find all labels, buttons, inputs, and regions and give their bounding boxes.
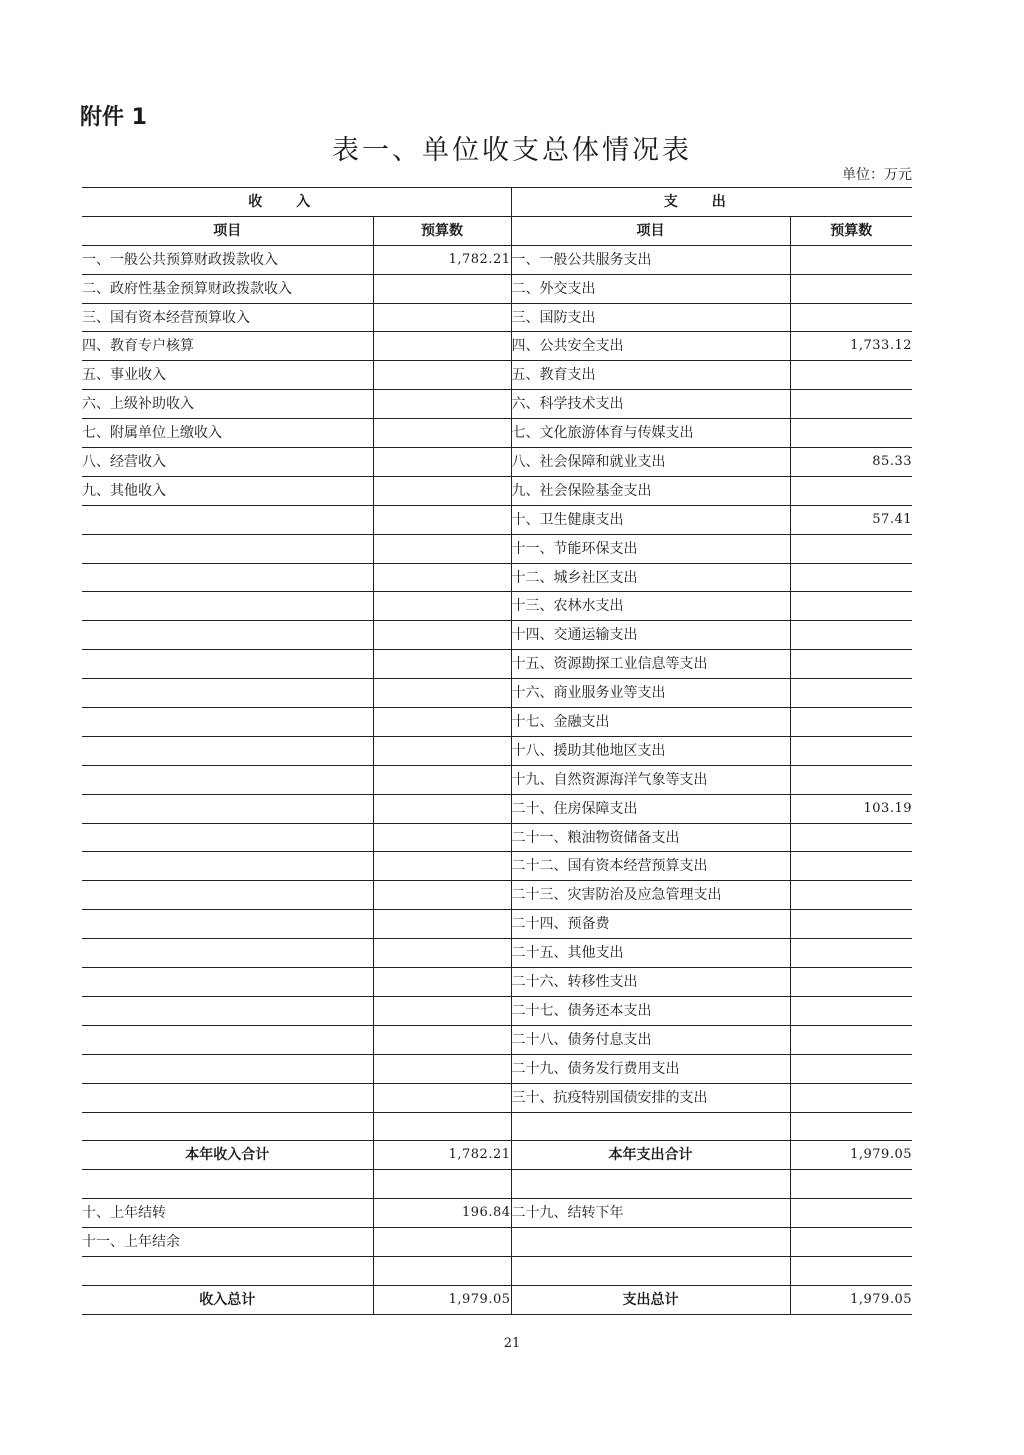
- empty-cell: [373, 1170, 511, 1199]
- income-amount: [373, 303, 511, 332]
- table-row: [82, 1083, 912, 1112]
- income-amount: [373, 476, 511, 505]
- table-row: [82, 303, 912, 332]
- expense-item: 九、社会保险基金支出: [511, 476, 790, 505]
- income-amount: [373, 448, 511, 477]
- empty-cell: [790, 1256, 912, 1285]
- table-row: [82, 563, 912, 592]
- income-item: [82, 679, 373, 708]
- income-item: 七、附属单位上缴收入: [82, 419, 373, 448]
- income-amount: [373, 592, 511, 621]
- income-item-header: 项目: [82, 216, 373, 245]
- carry-income-item: 十一、上年结余: [82, 1228, 373, 1257]
- income-amount: [373, 1112, 511, 1141]
- expense-amount: [790, 996, 912, 1025]
- expense-item: 二十八、债务付息支出: [511, 1025, 790, 1054]
- expense-amount: [790, 563, 912, 592]
- income-amount: [373, 736, 511, 765]
- expense-item: 十三、农林水支出: [511, 592, 790, 621]
- table-row: [82, 910, 912, 939]
- carry-expense-amount: [790, 1199, 912, 1228]
- expense-amount: [790, 736, 912, 765]
- income-amount: [373, 650, 511, 679]
- income-amount: [373, 939, 511, 968]
- expense-item: 二十四、预备费: [511, 910, 790, 939]
- table-row: [82, 592, 912, 621]
- table-row: [82, 476, 912, 505]
- expense-item: 十二、城乡社区支出: [511, 563, 790, 592]
- income-total-label: 收入总计: [82, 1285, 373, 1314]
- expense-budget-header: 预算数: [790, 216, 912, 245]
- income-item: [82, 968, 373, 997]
- expense-amount: [790, 1083, 912, 1112]
- expense-item: 三十、抗疫特别国债安排的支出: [511, 1083, 790, 1112]
- empty-cell: [82, 1256, 373, 1285]
- income-section-header: 收入: [82, 188, 511, 217]
- section-header-row: [82, 188, 912, 217]
- income-item: [82, 765, 373, 794]
- table-row: [82, 1025, 912, 1054]
- table-row: [82, 1054, 912, 1083]
- income-amount: [373, 765, 511, 794]
- expense-item-header: 项目: [511, 216, 790, 245]
- expense-item: 十七、金融支出: [511, 708, 790, 737]
- income-amount: [373, 1025, 511, 1054]
- expense-amount: [790, 765, 912, 794]
- column-header-row: [82, 216, 912, 245]
- expense-item: 十四、交通运输支出: [511, 621, 790, 650]
- attachment-label: 附件 1: [80, 105, 147, 130]
- income-amount: [373, 679, 511, 708]
- expense-amount: [790, 361, 912, 390]
- expense-amount: [790, 881, 912, 910]
- income-item: [82, 1054, 373, 1083]
- empty-cell: [511, 1170, 790, 1199]
- income-item: [82, 708, 373, 737]
- unit-label: 单位：万元: [842, 167, 912, 183]
- income-item: [82, 650, 373, 679]
- expense-total-amount: 1,979.05: [790, 1285, 912, 1314]
- expense-amount: [790, 1112, 912, 1141]
- income-item: [82, 852, 373, 881]
- expense-amount: [790, 274, 912, 303]
- expense-item: 十五、资源勘探工业信息等支出: [511, 650, 790, 679]
- expense-amount: [790, 650, 912, 679]
- income-amount: [373, 852, 511, 881]
- table-row: [82, 939, 912, 968]
- expense-item: 二十、住房保障支出: [511, 794, 790, 823]
- table-row: [82, 736, 912, 765]
- income-item: 一、一般公共预算财政拨款收入: [82, 245, 373, 274]
- income-item: 四、教育专户核算: [82, 332, 373, 361]
- table-row: [82, 419, 912, 448]
- carry-income-amount: 196.84: [373, 1199, 511, 1228]
- income-amount: [373, 534, 511, 563]
- income-amount: [373, 361, 511, 390]
- carry-expense-item: [511, 1228, 790, 1257]
- carry-expense-amount: [790, 1228, 912, 1257]
- page-number: 21: [503, 1336, 521, 1351]
- expense-item: 五、教育支出: [511, 361, 790, 390]
- table-row: [82, 390, 912, 419]
- expense-amount: [790, 390, 912, 419]
- expense-amount: [790, 852, 912, 881]
- expense-amount: [790, 476, 912, 505]
- carry-income-amount: [373, 1228, 511, 1257]
- income-subtotal-amount: 1,782.21: [373, 1141, 511, 1170]
- table-row: [82, 996, 912, 1025]
- table-row: [82, 823, 912, 852]
- table-row: [82, 650, 912, 679]
- income-item: 六、上级补助收入: [82, 390, 373, 419]
- carry-row: [82, 1228, 912, 1257]
- income-amount: [373, 708, 511, 737]
- expense-amount: [790, 534, 912, 563]
- income-item: [82, 563, 373, 592]
- expense-item: 六、科学技术支出: [511, 390, 790, 419]
- table-row: [82, 852, 912, 881]
- blank-row: [82, 1256, 912, 1285]
- expense-amount: [790, 968, 912, 997]
- income-item: [82, 534, 373, 563]
- table-row: [82, 1112, 912, 1141]
- income-item: [82, 1025, 373, 1054]
- income-amount: [373, 419, 511, 448]
- expense-item: 八、社会保障和就业支出: [511, 448, 790, 477]
- expense-item: 二十三、灾害防治及应急管理支出: [511, 881, 790, 910]
- carry-row: [82, 1199, 912, 1228]
- expense-amount: [790, 823, 912, 852]
- income-amount: [373, 332, 511, 361]
- expense-item: 十八、援助其他地区支出: [511, 736, 790, 765]
- income-item: [82, 1112, 373, 1141]
- table-row: [82, 679, 912, 708]
- income-amount: [373, 1054, 511, 1083]
- income-item: [82, 996, 373, 1025]
- expense-item: 二、外交支出: [511, 274, 790, 303]
- expense-item: 二十七、债务还本支出: [511, 996, 790, 1025]
- income-item: [82, 1083, 373, 1112]
- income-item: 三、国有资本经营预算收入: [82, 303, 373, 332]
- expense-item: 十、卫生健康支出: [511, 505, 790, 534]
- income-item: [82, 592, 373, 621]
- expense-item: 四、公共安全支出: [511, 332, 790, 361]
- expense-item: 二十二、国有资本经营预算支出: [511, 852, 790, 881]
- empty-cell: [373, 1256, 511, 1285]
- empty-cell: [790, 1170, 912, 1199]
- expense-amount: [790, 1025, 912, 1054]
- expense-subtotal-label: 本年支出合计: [511, 1141, 790, 1170]
- income-budget-header: 预算数: [373, 216, 511, 245]
- expense-amount: [790, 621, 912, 650]
- income-amount: [373, 274, 511, 303]
- carry-income-item: 十、上年结转: [82, 1199, 373, 1228]
- expense-item: 二十一、粮油物资储备支出: [511, 823, 790, 852]
- expense-section-header: 支出: [511, 188, 912, 217]
- expense-item: 十一、节能环保支出: [511, 534, 790, 563]
- income-item: 八、经营收入: [82, 448, 373, 477]
- page-title: 表一、单位收支总体情况表: [332, 135, 692, 166]
- table-row: [82, 794, 912, 823]
- expense-item: 十六、商业服务业等支出: [511, 679, 790, 708]
- expense-item: 一、一般公共服务支出: [511, 245, 790, 274]
- income-amount: [373, 390, 511, 419]
- expense-amount: 57.41: [790, 505, 912, 534]
- income-total-amount: 1,979.05: [373, 1285, 511, 1314]
- table-row: [82, 245, 912, 274]
- empty-cell: [511, 1256, 790, 1285]
- table-row: [82, 534, 912, 563]
- table-row: [82, 968, 912, 997]
- expense-item: 三、国防支出: [511, 303, 790, 332]
- expense-total-label: 支出总计: [511, 1285, 790, 1314]
- income-amount: 1,782.21: [373, 245, 511, 274]
- income-amount: [373, 910, 511, 939]
- total-row: [82, 1285, 912, 1314]
- expense-item: 七、文化旅游体育与传媒支出: [511, 419, 790, 448]
- expense-amount: [790, 1054, 912, 1083]
- income-item: [82, 881, 373, 910]
- income-item: [82, 910, 373, 939]
- budget-table: [82, 187, 912, 1315]
- expense-amount: [790, 419, 912, 448]
- expense-amount: [790, 708, 912, 737]
- income-amount: [373, 996, 511, 1025]
- income-amount: [373, 881, 511, 910]
- income-amount: [373, 823, 511, 852]
- income-item: 九、其他收入: [82, 476, 373, 505]
- table-row: [82, 881, 912, 910]
- table-row: [82, 332, 912, 361]
- subtotal-row: [82, 1141, 912, 1170]
- table-row: [82, 765, 912, 794]
- expense-amount: [790, 679, 912, 708]
- expense-item: 二十六、转移性支出: [511, 968, 790, 997]
- income-amount: [373, 794, 511, 823]
- empty-cell: [82, 1170, 373, 1199]
- table-row: [82, 448, 912, 477]
- expense-amount: [790, 939, 912, 968]
- income-item: [82, 621, 373, 650]
- expense-amount: 1,733.12: [790, 332, 912, 361]
- expense-amount: 103.19: [790, 794, 912, 823]
- table-row: [82, 621, 912, 650]
- income-amount: [373, 563, 511, 592]
- expense-amount: [790, 592, 912, 621]
- expense-amount: [790, 910, 912, 939]
- table-row: [82, 708, 912, 737]
- expense-item: 二十九、债务发行费用支出: [511, 1054, 790, 1083]
- income-item: [82, 939, 373, 968]
- expense-item: 二十五、其他支出: [511, 939, 790, 968]
- income-item: [82, 505, 373, 534]
- expense-item: [511, 1112, 790, 1141]
- table-row: [82, 361, 912, 390]
- income-item: [82, 736, 373, 765]
- income-amount: [373, 621, 511, 650]
- income-amount: [373, 968, 511, 997]
- income-item: 五、事业收入: [82, 361, 373, 390]
- carry-expense-item: 二十九、结转下年: [511, 1199, 790, 1228]
- income-item: 二、政府性基金预算财政拨款收入: [82, 274, 373, 303]
- income-amount: [373, 505, 511, 534]
- expense-amount: [790, 245, 912, 274]
- expense-amount: 85.33: [790, 448, 912, 477]
- income-item: [82, 823, 373, 852]
- expense-item: 十九、自然资源海洋气象等支出: [511, 765, 790, 794]
- income-subtotal-label: 本年收入合计: [82, 1141, 373, 1170]
- expense-subtotal-amount: 1,979.05: [790, 1141, 912, 1170]
- table-row: [82, 505, 912, 534]
- table-row: [82, 274, 912, 303]
- income-amount: [373, 1083, 511, 1112]
- expense-amount: [790, 303, 912, 332]
- income-item: [82, 794, 373, 823]
- blank-row: [82, 1170, 912, 1199]
